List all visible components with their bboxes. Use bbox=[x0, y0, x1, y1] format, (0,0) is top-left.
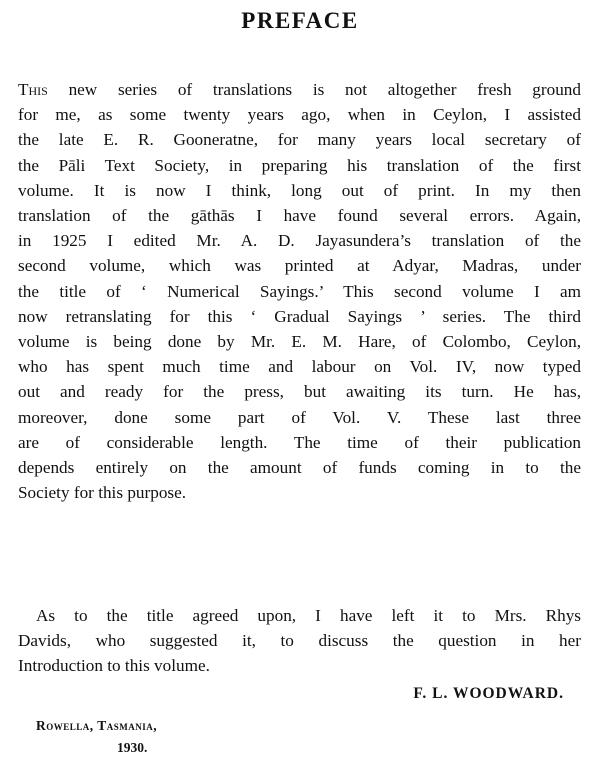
text-line: depends entirely on the amount of funds coming in to the bbox=[18, 458, 581, 478]
text-line: volume is being done by Mr. E. M. Hare, of Colombo, Ceylon, bbox=[18, 332, 581, 352]
text-line: second volume, which was printed at Adyar, Madras, under bbox=[18, 256, 581, 276]
text-line: Davids, who suggested it, to discuss the question in her bbox=[18, 631, 581, 651]
text-line: the late E. R. Gooneratne, for many years local secretary of bbox=[18, 130, 581, 150]
page-title: PREFACE bbox=[241, 8, 359, 33]
text-line: who has spent much time and labour on Vol. IV, now typed bbox=[18, 357, 581, 377]
text-line: now retranslating for this ‘ Gradual Sayings ’ series. The third bbox=[18, 306, 581, 326]
text-line: Introduction to this volume. bbox=[18, 656, 210, 676]
author-signature: F. L. WOODWARD. bbox=[413, 685, 564, 702]
paragraph-1 bbox=[18, 77, 581, 505]
opening-word: This bbox=[18, 80, 48, 99]
place-line: Rowella, Tasmania, bbox=[36, 718, 158, 733]
text-line: the title of ‘ Numerical Sayings.’ This second volume I am bbox=[18, 281, 581, 301]
text-line: moreover, done some part of Vol. V. These last three bbox=[18, 407, 581, 427]
text-line: the Pāli Text Society, in preparing his translation of the first bbox=[18, 155, 581, 175]
text-line: translation of the gāthās I have found several errors. Again, bbox=[18, 206, 581, 226]
text-line: in 1925 I edited Mr. A. D. Jayasundera’s translation of the bbox=[18, 231, 581, 251]
text-line bbox=[18, 77, 581, 102]
text-line: out and ready for the press, but awaiting its turn. He has, bbox=[18, 382, 581, 402]
text-line: As to the title agreed upon, I have left it to Mrs. Rhys bbox=[36, 606, 581, 625]
text-line: for me, as some twenty years ago, when in Ceylon, I assisted bbox=[18, 105, 581, 125]
text-line: are of considerable length. The time of their publication bbox=[18, 432, 581, 452]
paragraph-2 bbox=[18, 603, 581, 679]
text-line: volume. It is now I think, long out of print. In my then bbox=[18, 180, 581, 200]
text-line-content: new series of translations is not altogether fresh ground bbox=[47, 80, 581, 99]
text-line: Society for this purpose. bbox=[18, 483, 187, 503]
year-line: 1930. bbox=[117, 740, 148, 755]
